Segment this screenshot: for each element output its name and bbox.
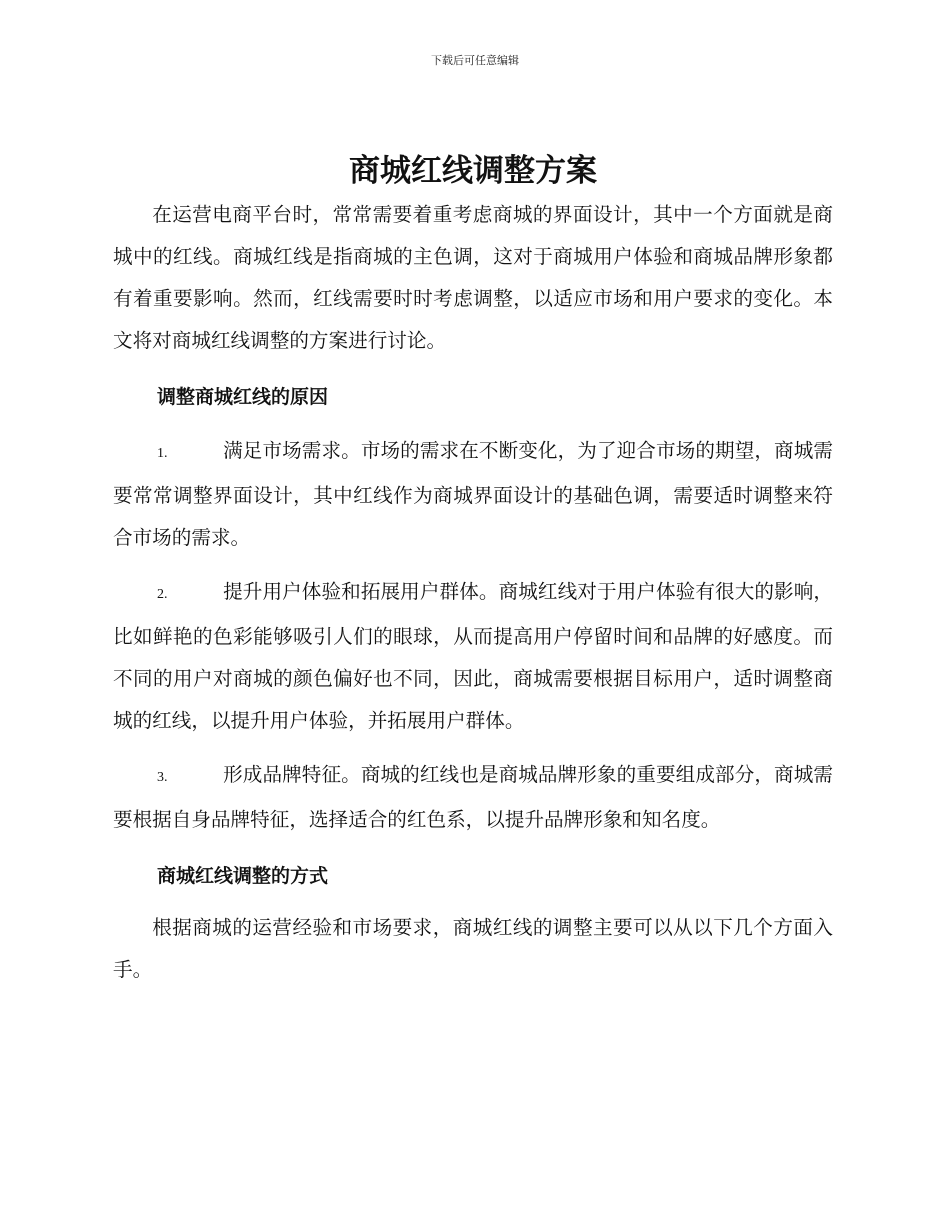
section-heading-reasons: 调整商城红线的原因 bbox=[157, 386, 329, 408]
section-heading-methods: 商城红线调整的方式 bbox=[157, 865, 329, 887]
document-body bbox=[113, 150, 833, 991]
list-item-number: 2. bbox=[157, 587, 168, 602]
intro-paragraph: 在运营电商平台时，常常需要着重考虑商城的界面设计，其中一个方面就是商城中的红线。商城红线是指商城的主色调，这对于商城用户体验和商城品牌形象都有着重要影响。然而，红线需要时时考虑调整，以适应市场和用户要求的变化。本文将对商城红线调整的方案进行讨论。 bbox=[113, 203, 833, 352]
list-item-text: 提升用户体验和拓展用户群体。商城红线对于用户体验有很大的影响，比如鲜艳的色彩能够吸引人们的眼球，从而提高用户停留时间和品牌的好感度。而不同的用户对商城的颜色偏好也不同，因此，商城需要根据目标用户，适时调整商城的红线，以提升用户体验，并拓展用户群体。 bbox=[113, 580, 833, 732]
list-item-number: 3. bbox=[157, 770, 168, 785]
page-header: 下载后可任意编辑 bbox=[431, 54, 519, 67]
list-item-number: 1. bbox=[157, 446, 168, 461]
list-item bbox=[113, 754, 833, 841]
methods-paragraph: 根据商城的运营经验和市场要求，商城红线的调整主要可以从以下几个方面入手。 bbox=[113, 916, 833, 981]
list-item-text: 满足市场需求。市场的需求在不断变化，为了迎合市场的期望，商城需要常常调整界面设计，其中红线作为商城界面设计的基础色调，需要适时调整来符合市场的需求。 bbox=[113, 439, 833, 549]
list-item bbox=[113, 430, 833, 559]
list-item bbox=[113, 571, 833, 742]
list-item-text: 形成品牌特征。商城的红线也是商城品牌形象的重要组成部分，商城需要根据自身品牌特征，选择适合的红色系，以提升品牌形象和知名度。 bbox=[113, 763, 833, 831]
document-title: 商城红线调整方案 bbox=[349, 153, 597, 189]
